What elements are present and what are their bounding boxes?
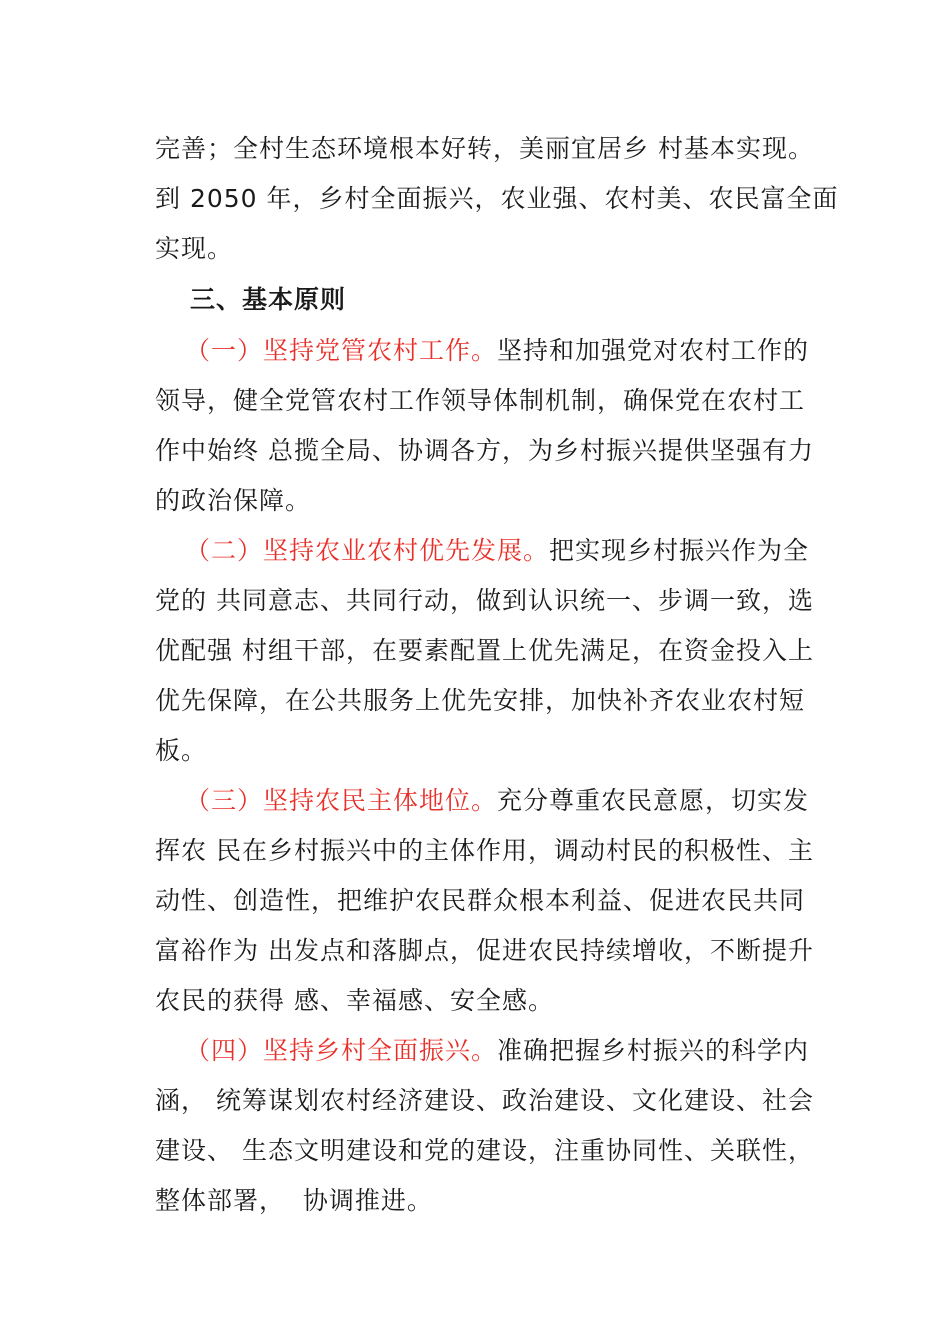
principle-3-line-3: 动性、创造性，把维护农民群众根本利益、促进农民共同 xyxy=(155,886,806,915)
principle-2-line-2: 党的 共同意志、共同行动，做到认识统一、步调一致，选 xyxy=(155,586,814,615)
continuation-line-2: 到 2050 年，乡村全面振兴，农业强、农村美、农民富全面 xyxy=(155,184,839,213)
section-heading: 三、基本原则 xyxy=(190,285,347,314)
principle-4-line-3: 建设、 生态文明建设和党的建设，注重协同性、关联性， xyxy=(155,1136,814,1165)
principle-1-line-2: 领导，健全党管农村工作领导体制机制，确保党在农村工 xyxy=(155,386,806,415)
principle-3-line-5: 农民的获得 感、幸福感、安全感。 xyxy=(155,986,554,1015)
principle-1-title: （一）坚持党管农村工作。 xyxy=(185,336,498,365)
principle-2-line-5: 板。 xyxy=(155,736,208,765)
principle-3-first-line xyxy=(185,784,809,818)
principle-3-line-4: 富裕作为 出发点和落脚点，促进农民持续增收，不断提升 xyxy=(155,936,814,965)
principle-1-lead: 坚持和加强党对农村工作的 xyxy=(497,336,810,365)
principle-2-line-4: 优先保障，在公共服务上优先安排，加快补齐农业农村短 xyxy=(155,686,806,715)
principle-1-first-line xyxy=(185,334,809,368)
principle-1-line-3: 作中始终 总揽全局、协调各方，为乡村振兴提供坚强有力 xyxy=(155,436,814,465)
principle-4-title: （四）坚持乡村全面振兴。 xyxy=(185,1036,498,1065)
principle-3-line-2: 挥农 民在乡村振兴中的主体作用，调动村民的积极性、主 xyxy=(155,836,814,865)
principle-1-line-4: 的政治保障。 xyxy=(155,486,312,515)
principle-3-title: （三）坚持农民主体地位。 xyxy=(185,786,498,815)
principle-4-line-4: 整体部署， 协调推进。 xyxy=(155,1186,433,1215)
principle-2-lead: 把实现乡村振兴作为全 xyxy=(549,536,810,565)
principle-2-line-3: 优配强 村组干部，在要素配置上优先满足，在资金投入上 xyxy=(155,636,814,665)
principle-2-title: （二）坚持农业农村优先发展。 xyxy=(185,536,550,565)
principle-2-first-line xyxy=(185,534,809,568)
principle-4-line-2: 涵， 统筹谋划农村经济建设、政治建设、文化建设、社会 xyxy=(155,1086,814,1115)
principle-4-lead: 准确把握乡村振兴的科学内 xyxy=(497,1036,810,1065)
principle-4-first-line xyxy=(185,1034,809,1068)
principle-3-lead: 充分尊重农民意愿，切实发 xyxy=(497,786,810,815)
continuation-line-1: 完善；全村生态环境根本好转，美丽宜居乡 村基本实现。 xyxy=(155,134,814,163)
continuation-line-3: 实现。 xyxy=(155,234,234,263)
